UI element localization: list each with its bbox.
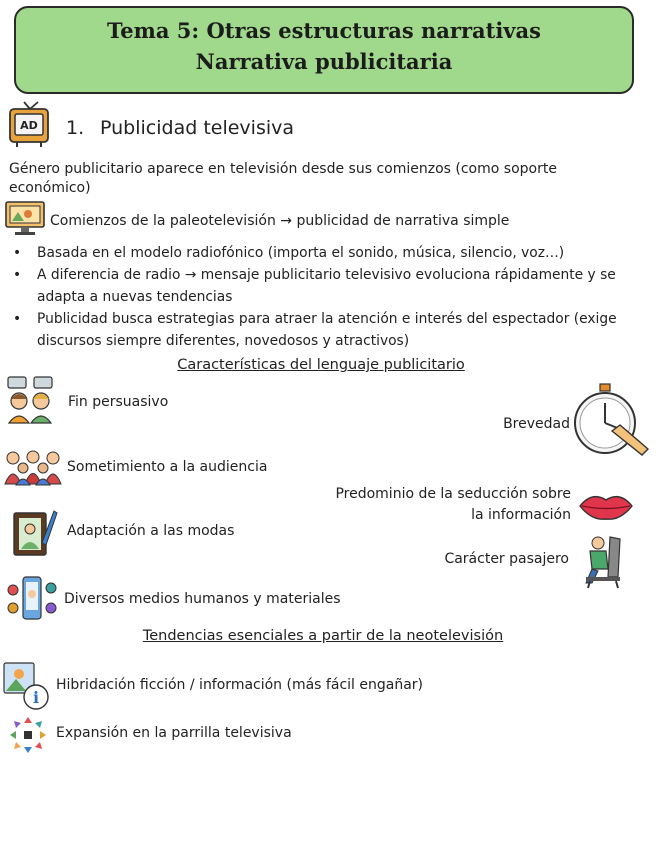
bullet-list: [11, 242, 621, 352]
bullet-item: • A diferencia de radio → mensaje publicitario televisivo evoluciona rápidamente y se adapta a nuevas tendencias: [11, 264, 621, 308]
trend-expansion: Expansión en la parrilla televisiva: [56, 725, 292, 741]
title-banner: [14, 6, 634, 94]
section-number: 1.: [66, 117, 85, 139]
char-transient: Carácter pasajero: [444, 551, 569, 567]
char-seduction-2: la información: [471, 507, 571, 523]
svg-text:i: i: [32, 688, 40, 707]
expansion-arrows-icon: [8, 715, 48, 755]
lips-icon: [578, 491, 634, 521]
portrait-icon: [12, 507, 58, 559]
title-line-1: Tema 5: Otras estructuras narrativas: [107, 18, 541, 43]
info-picture-icon: [2, 661, 50, 713]
paleo-text: Comienzos de la paleotelevisión → publicidad de narrativa simple: [50, 213, 510, 229]
bullet-item: • Publicidad busca estrategias para atraer la atención e interés del espectador (exige discursos siempre diferentes, novedosos y atractivos): [11, 308, 621, 352]
monitor-icon: [4, 200, 46, 236]
tv-ad-icon: [8, 100, 52, 148]
svg-text:AD: AD: [20, 119, 38, 132]
char-media: Diversos medios humanos y materiales: [64, 591, 341, 607]
intro-text: Género publicitario aparece en televisión desde sus comienzos (como soporte económico): [9, 161, 557, 196]
title-line-2: Narrativa publicitaria: [195, 49, 453, 74]
seated-person-icon: [580, 533, 626, 589]
stopwatch-icon: [572, 383, 652, 463]
char-fashion: Adaptación a las modas: [67, 523, 235, 539]
bullet-item: • Basada en el modelo radiofónico (importa el sonido, música, silencio, voz…): [11, 242, 621, 264]
devices-icon: [7, 575, 57, 621]
chatting-people-icon: [6, 375, 54, 425]
characteristics-heading: Características del lenguaje publicitario: [177, 357, 465, 373]
audience-icon: [3, 448, 63, 486]
trend-hybrid: Hibridación ficción / información (más fácil engañar): [56, 677, 423, 693]
section-title: Publicidad televisiva: [100, 117, 295, 139]
char-brevity: Brevedad: [503, 416, 570, 432]
char-persuasive: Fin persuasivo: [68, 394, 169, 410]
char-audience: Sometimiento a la audiencia: [67, 459, 268, 475]
char-seduction-1: Predominio de la seducción sobre: [335, 486, 571, 502]
trends-heading: Tendencias esenciales a partir de la neotelevisión: [142, 628, 504, 644]
